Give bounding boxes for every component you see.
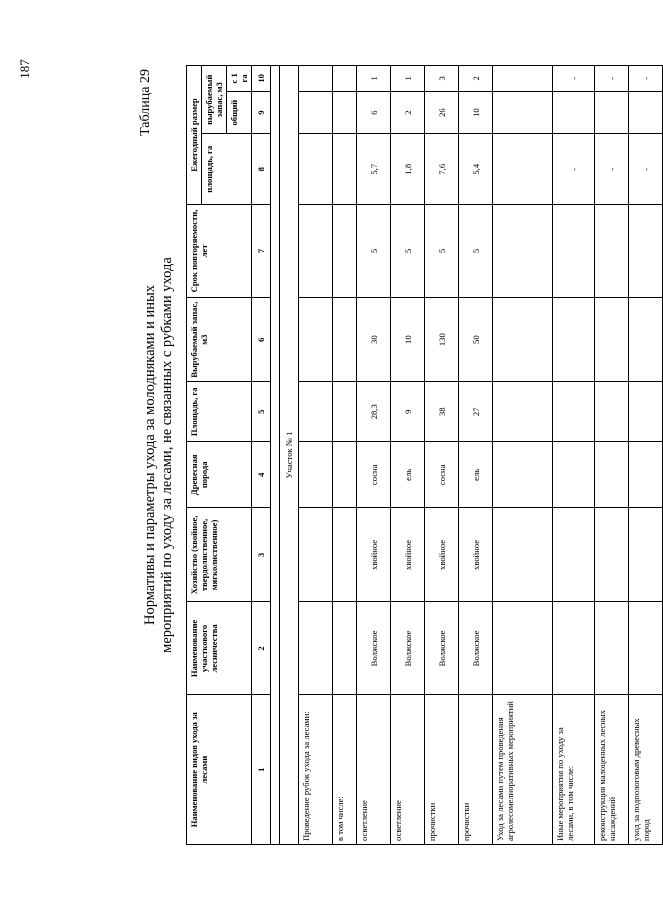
- cell-farm: [629, 508, 663, 602]
- cell-annual-area: [299, 134, 333, 205]
- table-row: [357, 66, 391, 845]
- cell-annual-total: 6: [357, 91, 391, 134]
- cell-area: [493, 382, 553, 442]
- cell-work-type: осветление: [357, 695, 391, 845]
- cell-volume: [333, 297, 357, 381]
- cell-forestry: [493, 602, 553, 695]
- cell-forestry: [299, 602, 333, 695]
- cell-farm: [553, 508, 595, 602]
- column-number: 1: [252, 695, 271, 845]
- cell-annual-per-ha: 1: [391, 66, 425, 92]
- column-number: 4: [252, 442, 271, 508]
- cell-annual-area: -: [629, 134, 663, 205]
- cell-species: ель: [391, 442, 425, 508]
- cell-annual-total: [333, 91, 357, 134]
- cell-work-type: прочистки: [425, 695, 459, 845]
- cell-farm: [595, 508, 629, 602]
- table-row: [425, 66, 459, 845]
- cell-area: 28,3: [357, 382, 391, 442]
- column-number-row: [252, 66, 271, 845]
- cell-species: [553, 442, 595, 508]
- cell-farm: хвойное: [357, 508, 391, 602]
- cell-annual-area: 7,6: [425, 134, 459, 205]
- cell-forestry: Волжское: [391, 602, 425, 695]
- header-repeat-period: Срок повторяемости, лет: [187, 205, 252, 298]
- column-number: 6: [252, 297, 271, 381]
- cell-annual-total: 26: [425, 91, 459, 134]
- cell-species: [595, 442, 629, 508]
- column-number: 8: [252, 134, 271, 205]
- table-title: [142, 65, 176, 845]
- cell-annual-per-ha: [333, 66, 357, 92]
- cell-work-type: в том числе:: [333, 695, 357, 845]
- cell-annual-area: [493, 134, 553, 205]
- cell-annual-area: -: [595, 134, 629, 205]
- cell-annual-area: 1,8: [391, 134, 425, 205]
- cell-volume: 10: [391, 297, 425, 381]
- cell-period: [299, 205, 333, 298]
- cell-species: [333, 442, 357, 508]
- cell-annual-per-ha: 3: [425, 66, 459, 92]
- cell-period: [493, 205, 553, 298]
- cell-area: 38: [425, 382, 459, 442]
- cell-annual-total: [553, 91, 595, 134]
- cell-annual-per-ha: -: [553, 66, 595, 92]
- cell-area: 27: [459, 382, 493, 442]
- cell-annual-per-ha: 2: [459, 66, 493, 92]
- cell-period: [629, 205, 663, 298]
- cell-period: 5: [459, 205, 493, 298]
- table-row: [493, 66, 553, 845]
- table-title-line-1: Нормативы и параметры ухода за молодняками и иных: [142, 284, 158, 626]
- column-number: 3: [252, 508, 271, 602]
- header-harvest-total: общий: [227, 91, 252, 134]
- cell-annual-area: -: [553, 134, 595, 205]
- cell-period: [595, 205, 629, 298]
- cell-farm: [493, 508, 553, 602]
- section-row: [280, 66, 299, 845]
- cell-annual-per-ha: -: [629, 66, 663, 92]
- cell-volume: 130: [425, 297, 459, 381]
- cell-annual-area: 5,7: [357, 134, 391, 205]
- cell-forestry: Волжское: [357, 602, 391, 695]
- cell-species: ель: [459, 442, 493, 508]
- column-number: 2: [252, 602, 271, 695]
- cell-work-type: прочистки: [459, 695, 493, 845]
- header-annual-area: площадь, га: [202, 134, 252, 205]
- table-row: [333, 66, 357, 845]
- cell-annual-total: [299, 91, 333, 134]
- cell-annual-per-ha: [493, 66, 553, 92]
- cell-species: сосна: [425, 442, 459, 508]
- cell-area: [553, 382, 595, 442]
- cell-annual-per-ha: -: [595, 66, 629, 92]
- header-harvest-per-ha: с 1 га: [227, 66, 252, 92]
- spacer-cell: [271, 66, 280, 845]
- cell-work-type: осветление: [391, 695, 425, 845]
- cell-annual-total: [493, 91, 553, 134]
- cell-forestry: [595, 602, 629, 695]
- cell-area: 9: [391, 382, 425, 442]
- cell-annual-per-ha: [299, 66, 333, 92]
- cell-forestry: [553, 602, 595, 695]
- cell-volume: [629, 297, 663, 381]
- cell-volume: [595, 297, 629, 381]
- cell-farm: [333, 508, 357, 602]
- cell-area: [299, 382, 333, 442]
- column-number: 9: [252, 91, 271, 134]
- cell-farm: хвойное: [391, 508, 425, 602]
- header-species: Древесная порода: [187, 442, 252, 508]
- table-row: [595, 66, 629, 845]
- cell-species: [629, 442, 663, 508]
- cell-annual-total: [629, 91, 663, 134]
- table-label: Таблица 29: [138, 69, 153, 136]
- column-number: 5: [252, 382, 271, 442]
- cell-annual-total: 2: [391, 91, 425, 134]
- cell-volume: [493, 297, 553, 381]
- table-title-line-2: мероприятий по уходу за лесами, не связанных с рубками ухода: [159, 257, 175, 653]
- header-work-type: Наименование видов ухода за лесами: [187, 695, 252, 845]
- cell-work-type: Иные мероприятия по уходу за лесами, в том числе:: [553, 695, 595, 845]
- cell-period: [333, 205, 357, 298]
- spacer-row: [271, 66, 280, 845]
- cell-annual-total: [595, 91, 629, 134]
- rotated-page-content: [138, 65, 651, 845]
- column-number: 7: [252, 205, 271, 298]
- table-row: [299, 66, 333, 845]
- cell-area: [629, 382, 663, 442]
- cell-work-type: Уход за лесами путем проведения агролесомелиоративных мероприятий: [493, 695, 553, 845]
- cell-annual-area: [333, 134, 357, 205]
- cell-farm: хвойное: [425, 508, 459, 602]
- cell-forestry: [333, 602, 357, 695]
- column-number: 10: [252, 66, 271, 92]
- header-area: Площадь, га: [187, 382, 252, 442]
- cell-annual-total: 10: [459, 91, 493, 134]
- cell-work-type: Проведение рубок ухода за лесами:: [299, 695, 333, 845]
- cell-species: [299, 442, 333, 508]
- cell-volume: [553, 297, 595, 381]
- cell-work-type: реконструкция малоценных лесных насаждений: [595, 695, 629, 845]
- cell-area: [333, 382, 357, 442]
- cell-volume: 50: [459, 297, 493, 381]
- header-annual-size: Ежегодный размер: [187, 66, 202, 205]
- cell-period: 5: [391, 205, 425, 298]
- cell-period: [553, 205, 595, 298]
- cell-volume: 30: [357, 297, 391, 381]
- table-row: [553, 66, 595, 845]
- page-number: 187: [17, 59, 32, 79]
- table-row: [391, 66, 425, 845]
- header-volume: Вырубаемый запас, м3: [187, 297, 252, 381]
- cell-forestry: Волжское: [459, 602, 493, 695]
- header-harvest-volume: вырубаемый запас, м3: [202, 66, 227, 134]
- cell-period: 5: [425, 205, 459, 298]
- header-forestry: Наименование участкового лесничества: [187, 602, 252, 695]
- cell-farm: [299, 508, 333, 602]
- cell-period: 5: [357, 205, 391, 298]
- header-row: [187, 66, 202, 845]
- cell-forestry: Волжское: [425, 602, 459, 695]
- table-row: [629, 66, 663, 845]
- section-label: Участок № 1: [280, 66, 299, 845]
- cell-farm: хвойное: [459, 508, 493, 602]
- cell-forestry: [629, 602, 663, 695]
- cell-annual-per-ha: 1: [357, 66, 391, 92]
- table-row: [459, 66, 493, 845]
- cell-species: сосна: [357, 442, 391, 508]
- header-farm-type: Хозяйство (хвойное, твердолиственное, мягколиственное): [187, 508, 252, 602]
- norms-table: [186, 65, 663, 845]
- cell-annual-area: 5,4: [459, 134, 493, 205]
- cell-work-type: уход за подпологовым древесных пород: [629, 695, 663, 845]
- cell-volume: [299, 297, 333, 381]
- cell-species: [493, 442, 553, 508]
- cell-area: [595, 382, 629, 442]
